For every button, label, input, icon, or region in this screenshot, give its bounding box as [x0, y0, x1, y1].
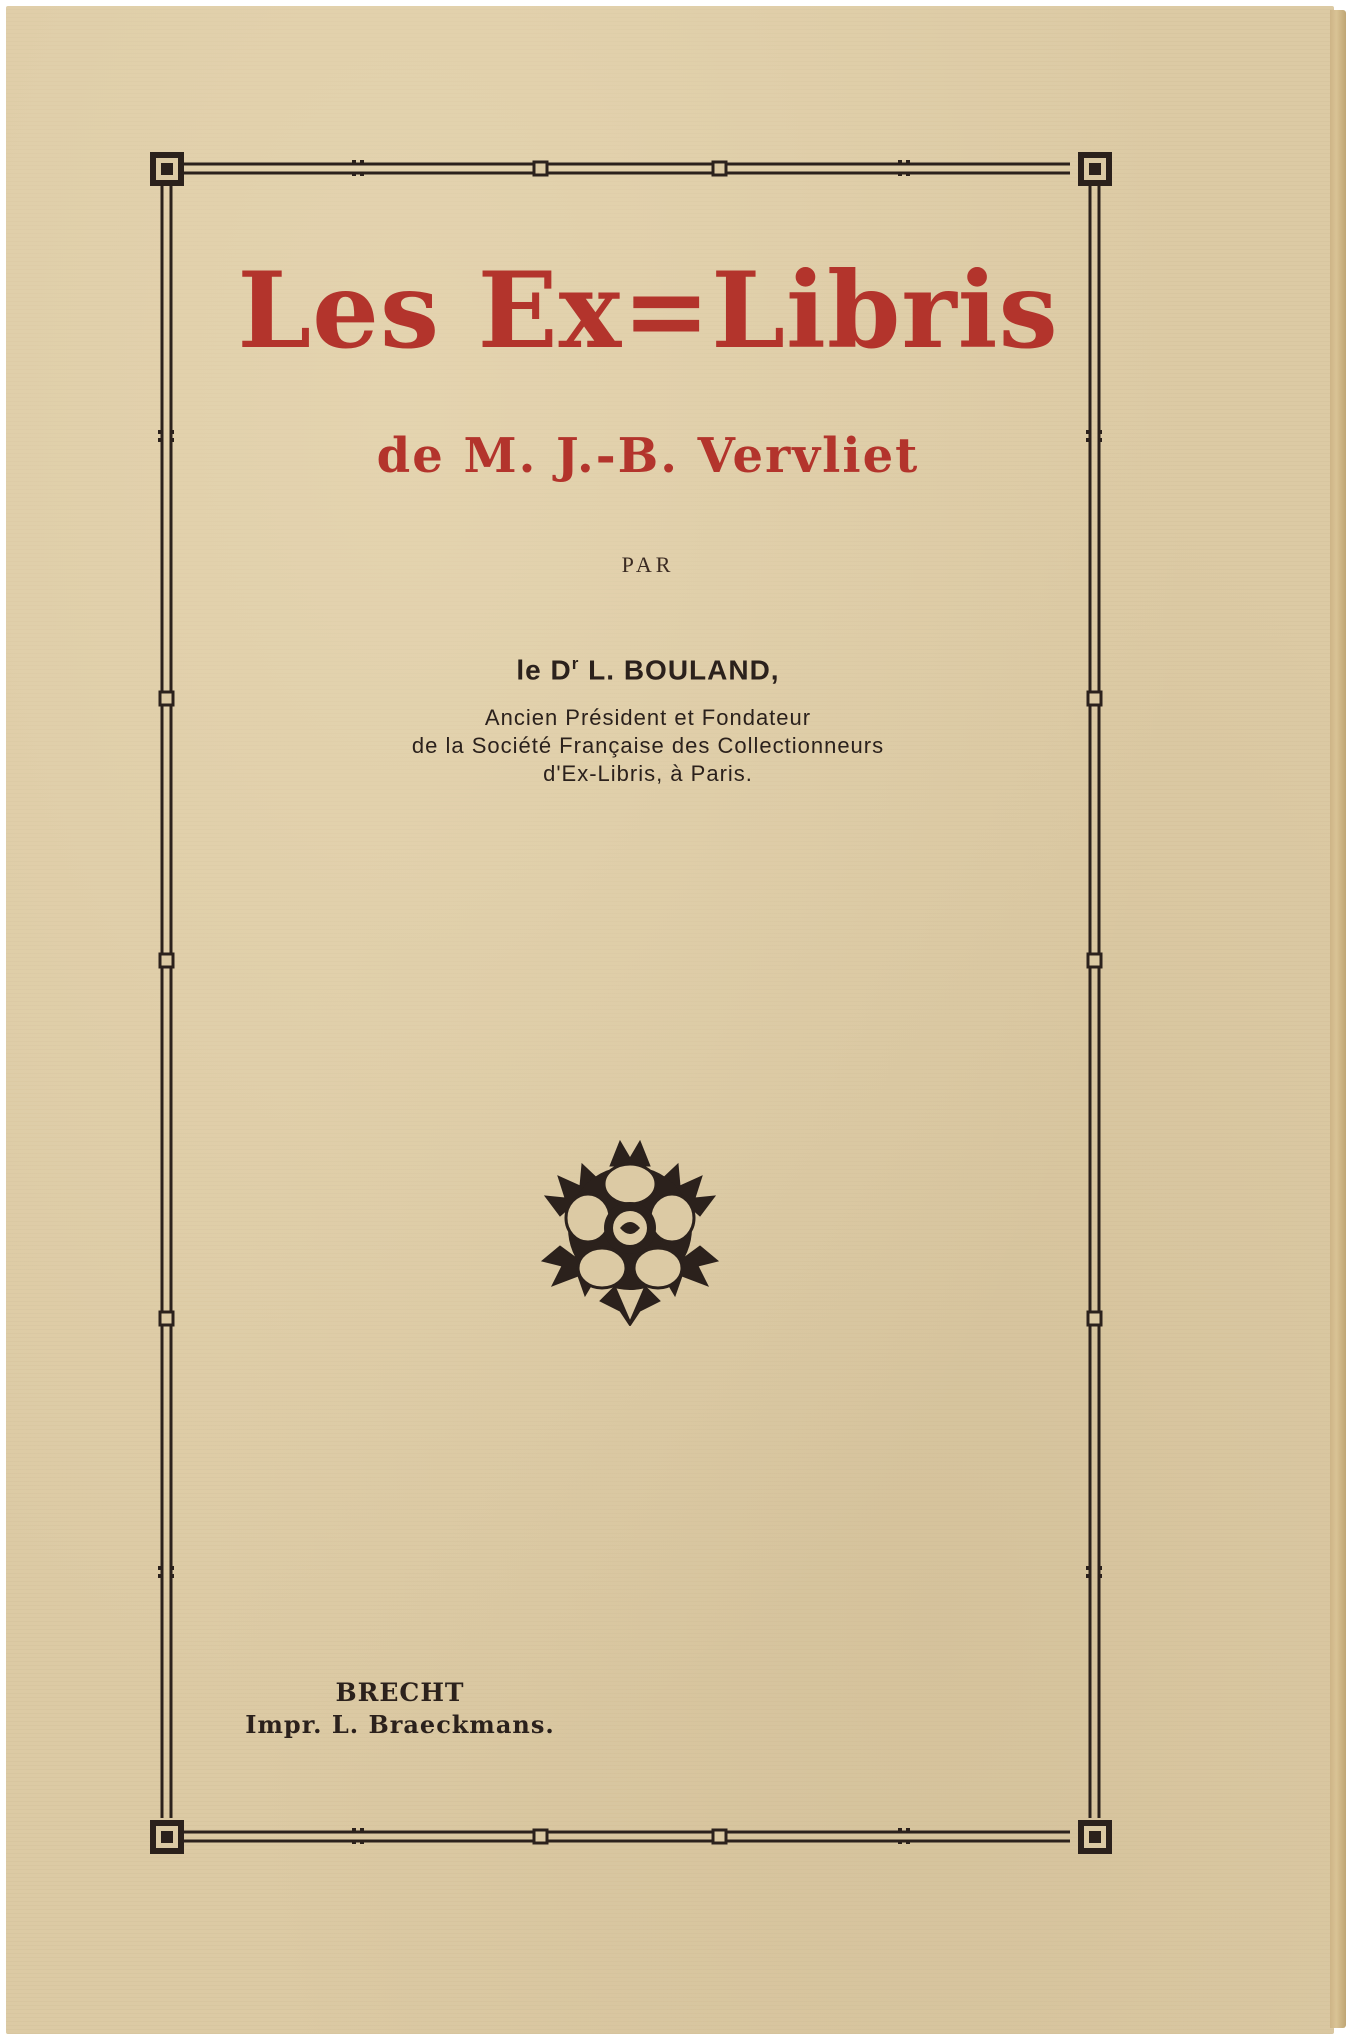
author-title-superscript: r: [571, 654, 580, 673]
author-name: [168, 654, 1128, 686]
imprint-printer: Impr. L. Braeckmans.: [245, 1710, 555, 1739]
author-surname: L. BOULAND,: [579, 654, 780, 686]
imprint-city: BRECHT: [335, 1678, 465, 1707]
book-title: Les Ex=Libris: [237, 248, 1059, 372]
affiliation-line: de la Société Française des Collectionneurs: [411, 733, 885, 758]
author-title: le D: [516, 654, 572, 686]
by-label: PAR: [621, 552, 675, 577]
rose-flower-icon: [540, 1136, 720, 1326]
affiliation-line: Ancien Président et Fondateur: [484, 705, 812, 730]
author-affiliation: [168, 704, 1128, 788]
affiliation-line: d'Ex-Libris, à Paris.: [543, 761, 753, 786]
book-subtitle: de M. J.-B. Vervliet: [376, 428, 920, 484]
